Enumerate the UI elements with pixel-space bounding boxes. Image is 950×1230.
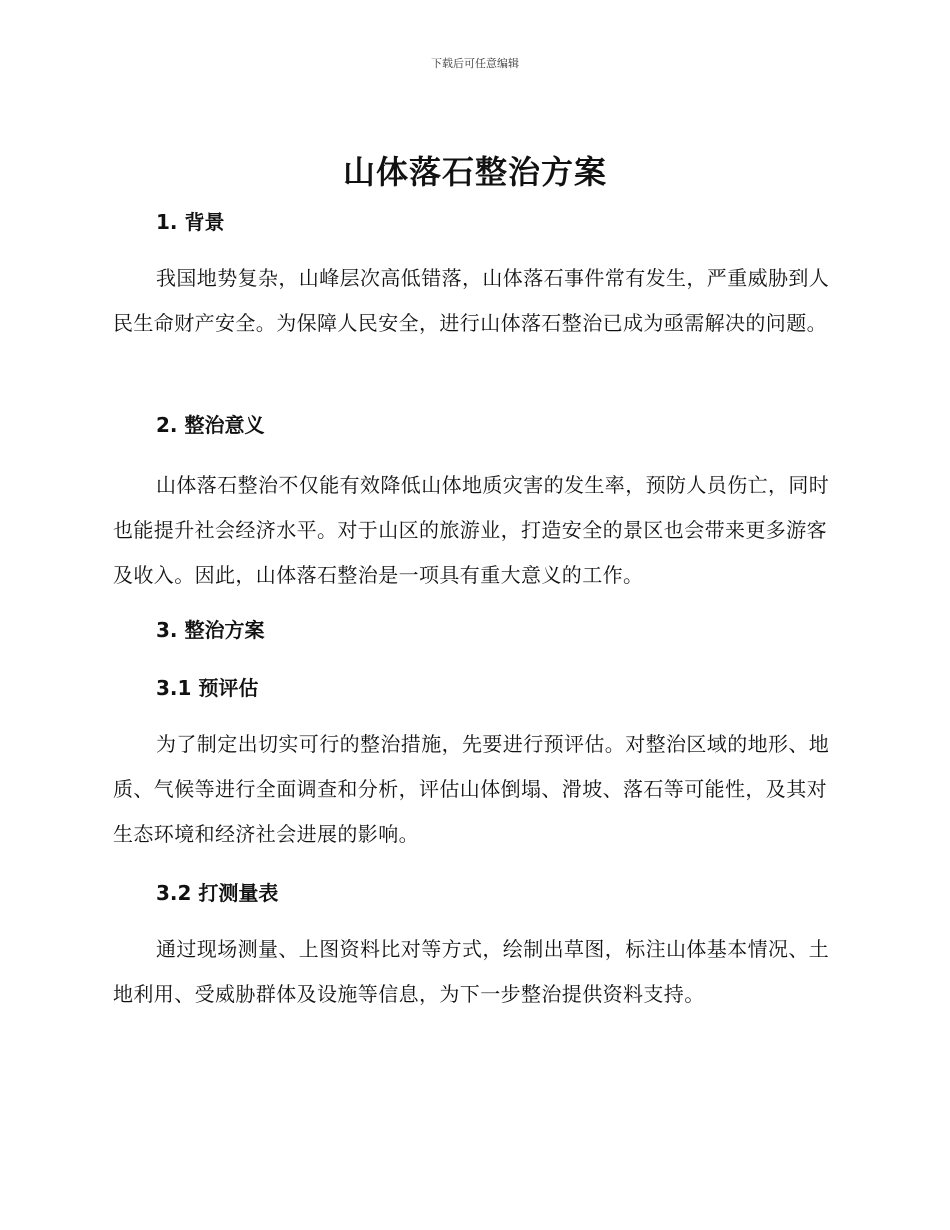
section-paragraph-survey: 通过现场测量、上图资料比对等方式，绘制出草图，标注山体基本情况、土地利用、受威胁群体及设施等信息，为下一步整治提供资料支持。 [113,937,830,1006]
section-heading-survey: 3.2 打测量表 [156,881,279,905]
page-header: 下载后可任意编辑 [431,57,519,70]
section-paragraph-significance: 山体落石整治不仅能有效降低山体地质灾害的发生率，预防人员伤亡，同时也能提升社会经济水平。对于山区的旅游业，打造安全的景区也会带来更多游客及收入。因此，山体落石整治是一项具有重大意义的工作。 [113,473,830,587]
section-heading-background: 1. 背景 [156,210,225,234]
section-heading-plan: 3. 整治方案 [156,618,265,642]
document-title: 山体落石整治方案 [342,153,607,191]
section-heading-pre-assessment: 3.1 预评估 [156,676,259,700]
section-heading-significance: 2. 整治意义 [156,413,265,437]
section-paragraph-background: 我国地势复杂，山峰层次高低错落，山体落石事件常有发生，严重威胁到人民生命财产安全。为保障人民安全，进行山体落石整治已成为亟需解决的问题。 [113,266,830,335]
section-paragraph-pre-assessment: 为了制定出切实可行的整治措施，先要进行预评估。对整治区域的地形、地质、气候等进行全面调查和分析，评估山体倒塌、滑坡、落石等可能性，及其对生态环境和经济社会进展的影响。 [113,732,830,846]
